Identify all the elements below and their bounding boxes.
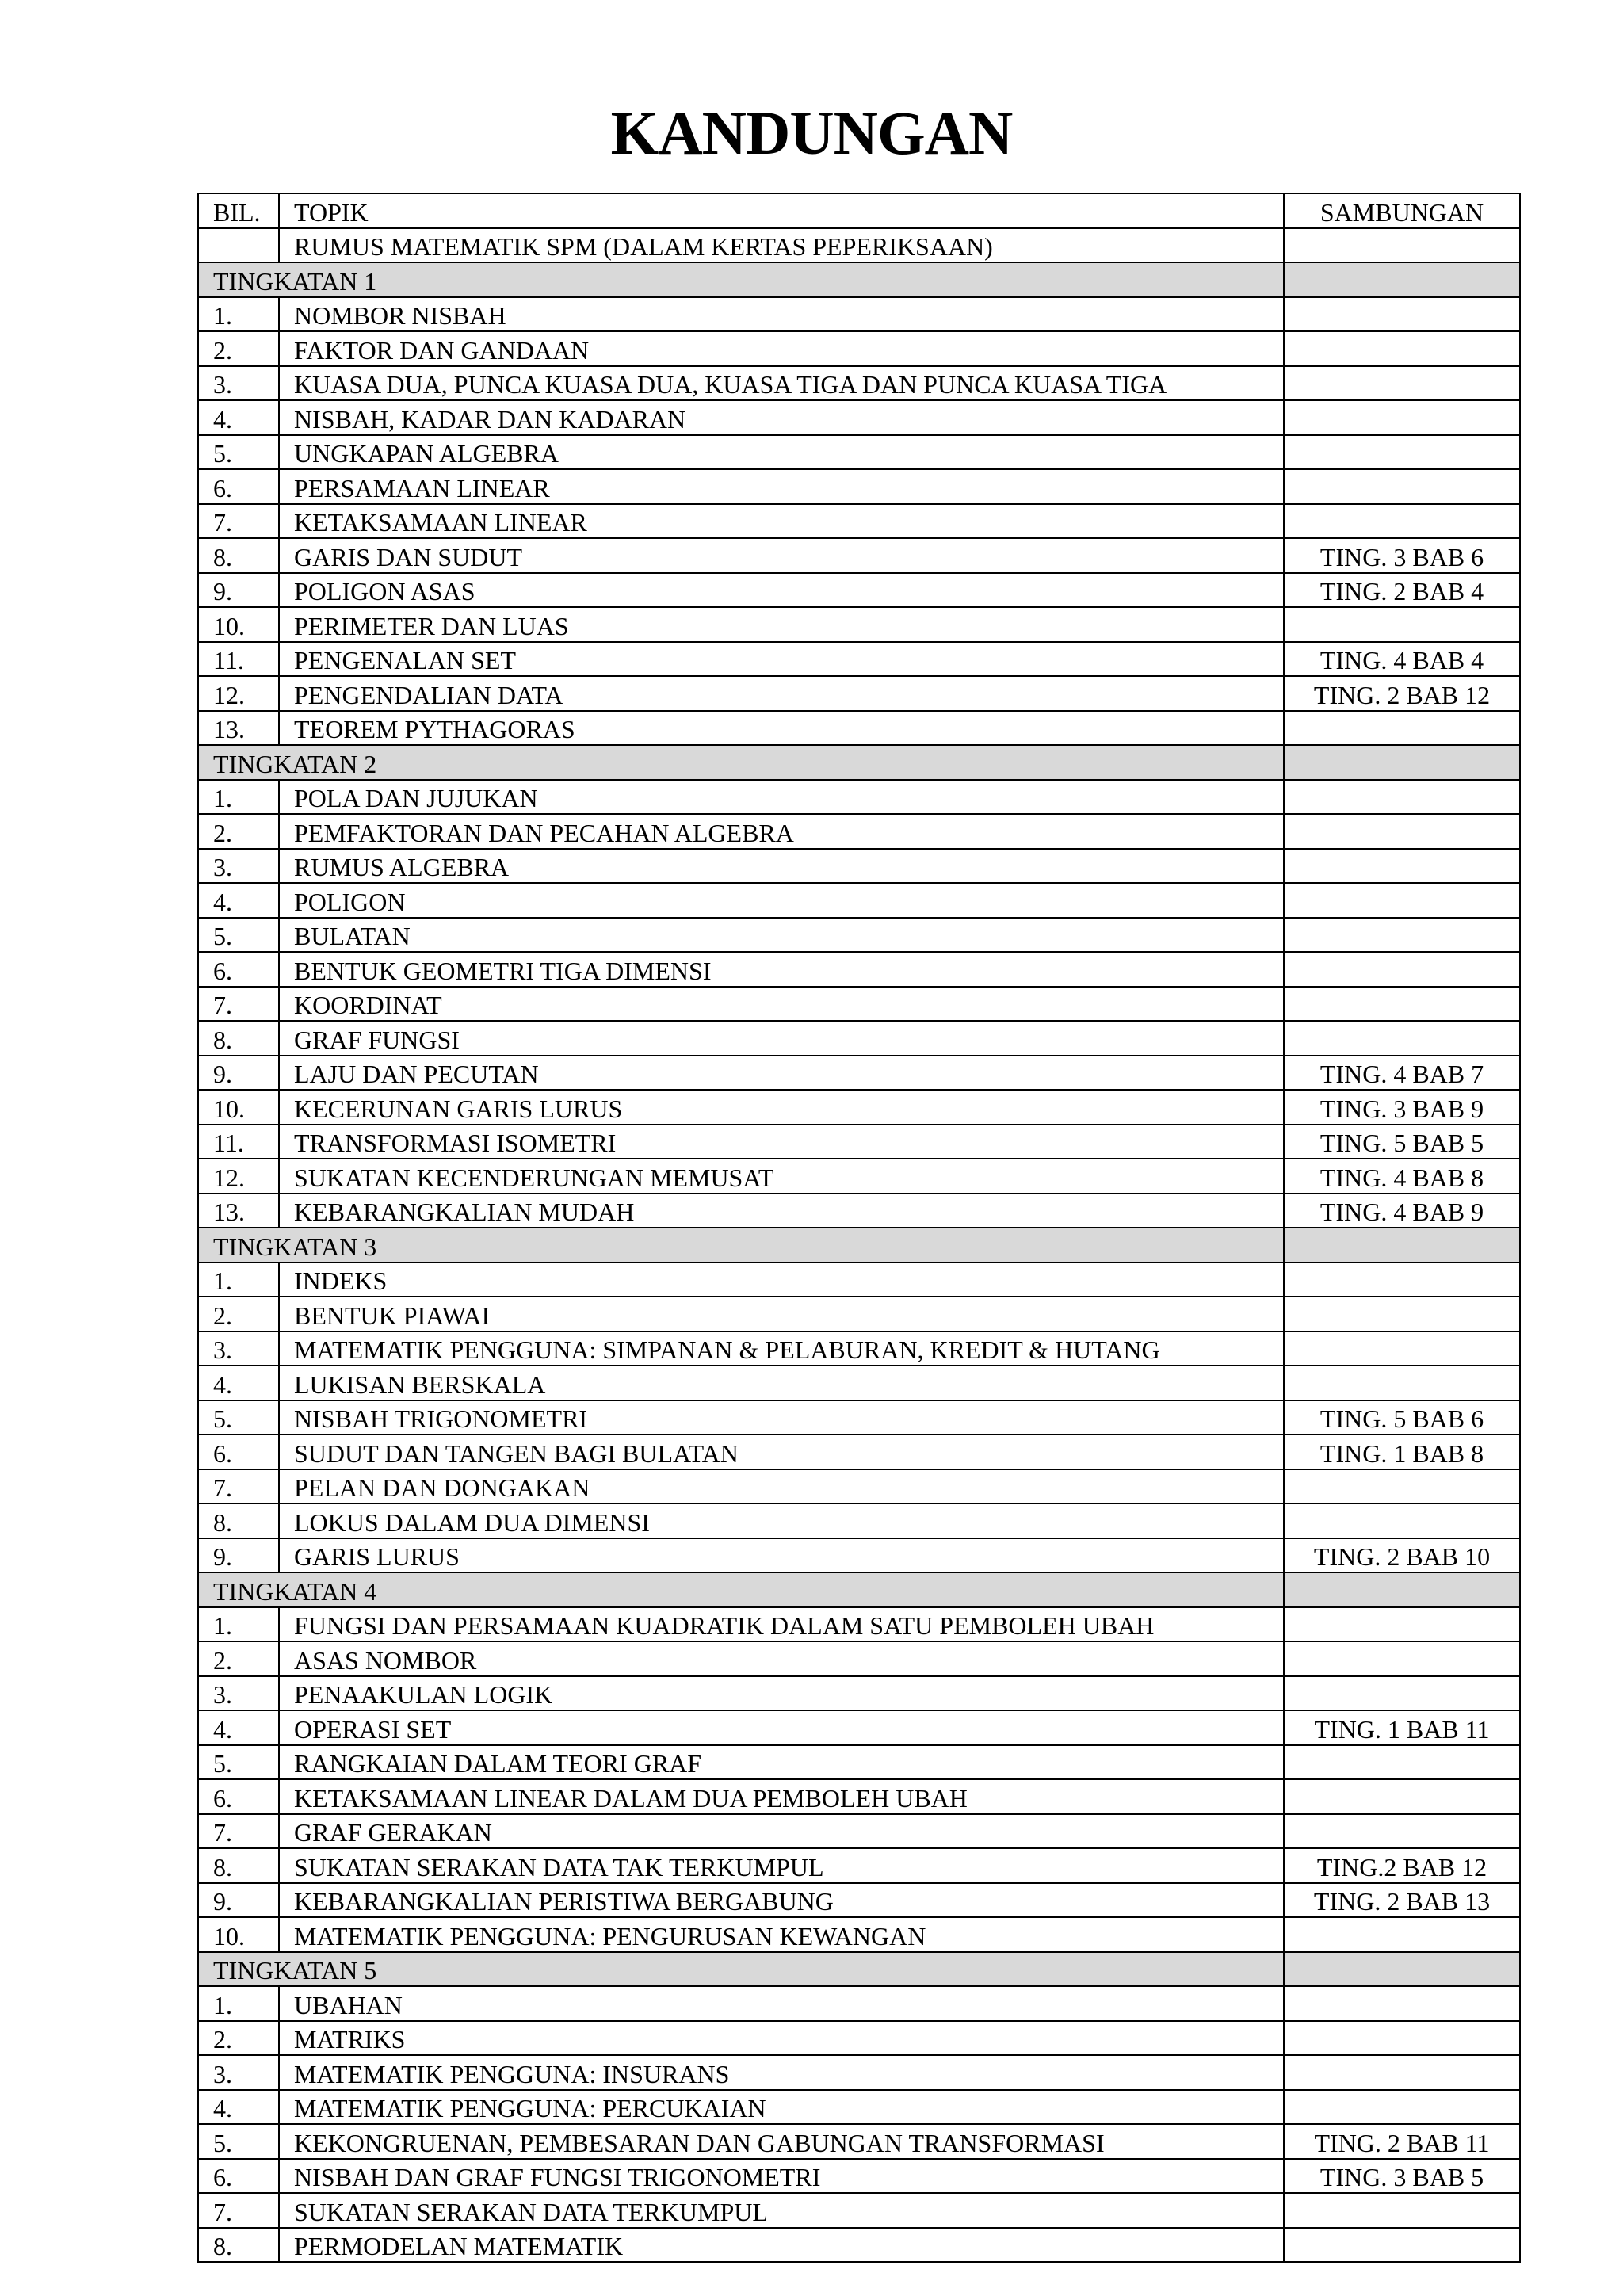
topik-cell: RUMUS ALGEBRA (279, 849, 1284, 884)
table-row (198, 1297, 1520, 1331)
table-row (198, 780, 1520, 815)
bil-cell: 13. (198, 711, 279, 746)
bil-cell: 10. (198, 607, 279, 642)
bil-cell: 4. (198, 883, 279, 918)
topik-cell: PENAAKULAN LOGIK (279, 1676, 1284, 1711)
topik-cell: KEBARANGKALIAN PERISTIWA BERGABUNG (279, 1883, 1284, 1918)
table-row (198, 883, 1520, 918)
bil-cell: 12. (198, 676, 279, 711)
bil-cell: 8. (198, 2228, 279, 2263)
header-topik: TOPIK (279, 193, 1284, 228)
bil-cell: 4. (198, 1710, 279, 1745)
sambungan-cell: TING. 1 BAB 11 (1284, 1710, 1520, 1745)
topik-cell: LOKUS DALAM DUA DIMENSI (279, 1503, 1284, 1538)
topik-cell: KETAKSAMAAN LINEAR DALAM DUA PEMBOLEH UBAH (279, 1779, 1284, 1814)
section-label: TINGKATAN 3 (198, 1228, 1284, 1263)
sambungan-cell (1284, 1331, 1520, 1366)
section-row (198, 1228, 1520, 1263)
topik-cell: RUMUS MATEMATIK SPM (DALAM KERTAS PEPERIKSAAN) (279, 228, 1284, 263)
sambungan-cell (1284, 2228, 1520, 2263)
sambungan-cell (1284, 331, 1520, 366)
bil-cell: 6. (198, 952, 279, 987)
bil-cell: 10. (198, 1917, 279, 1952)
topik-cell: MATRIKS (279, 2021, 1284, 2056)
topik-cell: LUKISAN BERSKALA (279, 1366, 1284, 1400)
bil-cell: 10. (198, 1090, 279, 1125)
bil-cell: 11. (198, 1125, 279, 1159)
topik-cell: POLA DAN JUJUKAN (279, 780, 1284, 815)
topik-cell: SUKATAN SERAKAN DATA TERKUMPUL (279, 2193, 1284, 2228)
topik-cell: SUKATAN SERAKAN DATA TAK TERKUMPUL (279, 1848, 1284, 1883)
topik-cell: SUKATAN KECENDERUNGAN MEMUSAT (279, 1159, 1284, 1194)
sambungan-cell (1284, 366, 1520, 401)
table-row (198, 1125, 1520, 1159)
table-row (198, 1056, 1520, 1091)
bil-cell: 5. (198, 435, 279, 470)
sambungan-cell (1284, 469, 1520, 504)
sambungan-cell: TING. 4 BAB 9 (1284, 1194, 1520, 1228)
bil-cell: 3. (198, 366, 279, 401)
sambungan-cell (1284, 1676, 1520, 1711)
table-row (198, 642, 1520, 677)
bil-cell: 7. (198, 987, 279, 1022)
sambungan-cell: TING. 3 BAB 5 (1284, 2159, 1520, 2194)
sambungan-cell (1284, 918, 1520, 953)
bil-cell: 6. (198, 469, 279, 504)
section-label: TINGKATAN 4 (198, 1572, 1284, 1607)
table-body (198, 228, 1520, 2263)
sambungan-cell (1284, 1641, 1520, 1676)
topik-cell: UBAHAN (279, 1986, 1284, 2021)
topik-cell: GRAF FUNGSI (279, 1021, 1284, 1056)
sambungan-cell (1284, 1263, 1520, 1297)
table-row (198, 1676, 1520, 1711)
bil-cell: 6. (198, 1779, 279, 1814)
table-row (198, 1194, 1520, 1228)
sambungan-cell (1284, 504, 1520, 539)
topik-cell: RANGKAIAN DALAM TEORI GRAF (279, 1745, 1284, 1780)
topik-cell: PENGENALAN SET (279, 642, 1284, 677)
table-row (198, 1263, 1520, 1297)
bil-cell: 3. (198, 1331, 279, 1366)
bil-cell: 6. (198, 2159, 279, 2194)
topik-cell: BULATAN (279, 918, 1284, 953)
sambungan-cell (1284, 1503, 1520, 1538)
topik-cell: BENTUK PIAWAI (279, 1297, 1284, 1331)
table-row (198, 331, 1520, 366)
table-row (198, 1641, 1520, 1676)
bil-cell: 2. (198, 814, 279, 849)
sambungan-cell (1284, 952, 1520, 987)
topik-cell: ASAS NOMBOR (279, 1641, 1284, 1676)
topik-cell: KECERUNAN GARIS LURUS (279, 1090, 1284, 1125)
bil-cell: 5. (198, 2124, 279, 2159)
sambungan-cell (1284, 987, 1520, 1022)
sambungan-cell (1284, 297, 1520, 332)
sambungan-cell (1284, 2021, 1520, 2056)
table-row (198, 228, 1520, 263)
sambungan-cell (1284, 607, 1520, 642)
table-row (198, 1366, 1520, 1400)
bil-cell: 13. (198, 1194, 279, 1228)
topik-cell: GRAF GERAKAN (279, 1814, 1284, 1849)
section-sambungan-cell (1284, 262, 1520, 297)
bil-cell (198, 228, 279, 263)
topik-cell: PERSAMAAN LINEAR (279, 469, 1284, 504)
topik-cell: KEBARANGKALIAN MUDAH (279, 1194, 1284, 1228)
bil-cell: 2. (198, 2021, 279, 2056)
topik-cell: UNGKAPAN ALGEBRA (279, 435, 1284, 470)
bil-cell: 1. (198, 1263, 279, 1297)
bil-cell: 2. (198, 1297, 279, 1331)
table-row (198, 676, 1520, 711)
section-sambungan-cell (1284, 1952, 1520, 1987)
table-row (198, 1469, 1520, 1504)
sambungan-cell (1284, 2193, 1520, 2228)
table-row (198, 1538, 1520, 1573)
table-row (198, 987, 1520, 1022)
table-row (198, 952, 1520, 987)
table-row (198, 1435, 1520, 1469)
topik-cell: KOORDINAT (279, 987, 1284, 1022)
sambungan-cell (1284, 780, 1520, 815)
bil-cell: 9. (198, 1056, 279, 1091)
bil-cell: 1. (198, 780, 279, 815)
topik-cell: PERMODELAN MATEMATIK (279, 2228, 1284, 2263)
table-row (198, 469, 1520, 504)
topik-cell: LAJU DAN PECUTAN (279, 1056, 1284, 1091)
sambungan-cell: TING. 4 BAB 4 (1284, 642, 1520, 677)
sambungan-cell (1284, 883, 1520, 918)
bil-cell: 9. (198, 1538, 279, 1573)
topik-cell: NISBAH DAN GRAF FUNGSI TRIGONOMETRI (279, 2159, 1284, 2194)
sambungan-cell: TING. 5 BAB 5 (1284, 1125, 1520, 1159)
table-row (198, 1986, 1520, 2021)
topik-cell: MATEMATIK PENGGUNA: PENGURUSAN KEWANGAN (279, 1917, 1284, 1952)
bil-cell: 4. (198, 400, 279, 435)
table-row (198, 2055, 1520, 2090)
table-row (198, 1090, 1520, 1125)
section-row (198, 1952, 1520, 1987)
topik-cell: GARIS DAN SUDUT (279, 538, 1284, 573)
sambungan-cell (1284, 435, 1520, 470)
sambungan-cell (1284, 711, 1520, 746)
bil-cell: 7. (198, 2193, 279, 2228)
table-row (198, 504, 1520, 539)
table-row (198, 538, 1520, 573)
sambungan-cell (1284, 228, 1520, 263)
sambungan-cell: TING. 1 BAB 8 (1284, 1435, 1520, 1469)
topik-cell: GARIS LURUS (279, 1538, 1284, 1573)
bil-cell: 6. (198, 1435, 279, 1469)
topik-cell: TEOREM PYTHAGORAS (279, 711, 1284, 746)
topik-cell: MATEMATIK PENGGUNA: PERCUKAIAN (279, 2090, 1284, 2125)
page-title: KANDUNGAN (610, 98, 1013, 167)
sambungan-cell (1284, 1745, 1520, 1780)
section-label: TINGKATAN 2 (198, 745, 1284, 780)
table-row (198, 1607, 1520, 1642)
topik-cell: PENGENDALIAN DATA (279, 676, 1284, 711)
topik-cell: FAKTOR DAN GANDAAN (279, 331, 1284, 366)
bil-cell: 7. (198, 1814, 279, 1849)
table-row (198, 1883, 1520, 1918)
bil-cell: 3. (198, 849, 279, 884)
section-label: TINGKATAN 1 (198, 262, 1284, 297)
sambungan-cell (1284, 1297, 1520, 1331)
sambungan-cell: TING. 2 BAB 4 (1284, 573, 1520, 608)
sambungan-cell (1284, 1021, 1520, 1056)
table-row (198, 1710, 1520, 1745)
table-row (198, 573, 1520, 608)
table-row (198, 435, 1520, 470)
sambungan-cell (1284, 2055, 1520, 2090)
section-row (198, 745, 1520, 780)
bil-cell: 8. (198, 538, 279, 573)
sambungan-cell: TING. 3 BAB 6 (1284, 538, 1520, 573)
topik-cell: NISBAH, KADAR DAN KADARAN (279, 400, 1284, 435)
table-row (198, 711, 1520, 746)
topik-cell: BENTUK GEOMETRI TIGA DIMENSI (279, 952, 1284, 987)
bil-cell: 12. (198, 1159, 279, 1194)
sambungan-cell (1284, 400, 1520, 435)
section-sambungan-cell (1284, 1572, 1520, 1607)
section-row (198, 262, 1520, 297)
header-bil: BIL. (198, 193, 279, 228)
table-row (198, 1331, 1520, 1366)
topik-cell: NOMBOR NISBAH (279, 297, 1284, 332)
bil-cell: 1. (198, 1607, 279, 1642)
sambungan-cell (1284, 1779, 1520, 1814)
sambungan-cell (1284, 1366, 1520, 1400)
topik-cell: MATEMATIK PENGGUNA: SIMPANAN & PELABURAN, KREDIT & HUTANG (279, 1331, 1284, 1366)
sambungan-cell (1284, 849, 1520, 884)
table-row (198, 1848, 1520, 1883)
sambungan-cell: TING. 2 BAB 11 (1284, 2124, 1520, 2159)
table-row (198, 1021, 1520, 1056)
table-row (198, 2124, 1520, 2159)
table-row (198, 1917, 1520, 1952)
table-row (198, 2193, 1520, 2228)
sambungan-cell (1284, 1986, 1520, 2021)
bil-cell: 5. (198, 1745, 279, 1780)
table-row (198, 2228, 1520, 2263)
bil-cell: 1. (198, 297, 279, 332)
table-row (198, 607, 1520, 642)
table-row (198, 918, 1520, 953)
topik-cell: FUNGSI DAN PERSAMAAN KUADRATIK DALAM SATU PEMBOLEH UBAH (279, 1607, 1284, 1642)
bil-cell: 2. (198, 331, 279, 366)
table-header-row (198, 193, 1520, 228)
sambungan-cell: TING.2 BAB 12 (1284, 1848, 1520, 1883)
bil-cell: 11. (198, 642, 279, 677)
table-row (198, 2159, 1520, 2194)
table-row (198, 1745, 1520, 1780)
bil-cell: 7. (198, 1469, 279, 1504)
sambungan-cell: TING. 2 BAB 10 (1284, 1538, 1520, 1573)
bil-cell: 9. (198, 573, 279, 608)
table-row (198, 814, 1520, 849)
bil-cell: 8. (198, 1848, 279, 1883)
topik-cell: PELAN DAN DONGAKAN (279, 1469, 1284, 1504)
section-sambungan-cell (1284, 745, 1520, 780)
topik-cell: NISBAH TRIGONOMETRI (279, 1400, 1284, 1435)
table-row (198, 849, 1520, 884)
contents-table (197, 193, 1521, 2263)
topik-cell: PERIMETER DAN LUAS (279, 607, 1284, 642)
bil-cell: 8. (198, 1021, 279, 1056)
topik-cell: POLIGON ASAS (279, 573, 1284, 608)
sambungan-cell: TING. 4 BAB 8 (1284, 1159, 1520, 1194)
sambungan-cell: TING. 4 BAB 7 (1284, 1056, 1520, 1091)
sambungan-cell (1284, 1607, 1520, 1642)
header-sambungan: SAMBUNGAN (1284, 193, 1520, 228)
table-row (198, 2090, 1520, 2125)
bil-cell: 1. (198, 1986, 279, 2021)
table-row (198, 1503, 1520, 1538)
table-row (198, 366, 1520, 401)
table-row (198, 1400, 1520, 1435)
sambungan-cell (1284, 1917, 1520, 1952)
bil-cell: 4. (198, 1366, 279, 1400)
topik-cell: SUDUT DAN TANGEN BAGI BULATAN (279, 1435, 1284, 1469)
topik-cell: KUASA DUA, PUNCA KUASA DUA, KUASA TIGA DAN PUNCA KUASA TIGA (279, 366, 1284, 401)
table-row (198, 1159, 1520, 1194)
bil-cell: 3. (198, 1676, 279, 1711)
sambungan-cell: TING. 2 BAB 13 (1284, 1883, 1520, 1918)
table-row (198, 297, 1520, 332)
bil-cell: 5. (198, 1400, 279, 1435)
topik-cell: KEKONGRUENAN, PEMBESARAN DAN GABUNGAN TRANSFORMASI (279, 2124, 1284, 2159)
topik-cell: OPERASI SET (279, 1710, 1284, 1745)
sambungan-cell: TING. 3 BAB 9 (1284, 1090, 1520, 1125)
bil-cell: 2. (198, 1641, 279, 1676)
sambungan-cell (1284, 814, 1520, 849)
topik-cell: KETAKSAMAAN LINEAR (279, 504, 1284, 539)
topik-cell: MATEMATIK PENGGUNA: INSURANS (279, 2055, 1284, 2090)
bil-cell: 9. (198, 1883, 279, 1918)
bil-cell: 7. (198, 504, 279, 539)
section-sambungan-cell (1284, 1228, 1520, 1263)
section-row (198, 1572, 1520, 1607)
sambungan-cell: TING. 5 BAB 6 (1284, 1400, 1520, 1435)
table-row (198, 400, 1520, 435)
topik-cell: POLIGON (279, 883, 1284, 918)
bil-cell: 3. (198, 2055, 279, 2090)
table-row (198, 1779, 1520, 1814)
sambungan-cell (1284, 1469, 1520, 1504)
sambungan-cell (1284, 1814, 1520, 1849)
topik-cell: INDEKS (279, 1263, 1284, 1297)
bil-cell: 5. (198, 918, 279, 953)
topik-cell: PEMFAKTORAN DAN PECAHAN ALGEBRA (279, 814, 1284, 849)
table-row (198, 2021, 1520, 2056)
bil-cell: 4. (198, 2090, 279, 2125)
bil-cell: 8. (198, 1503, 279, 1538)
sambungan-cell (1284, 2090, 1520, 2125)
table-row (198, 1814, 1520, 1849)
sambungan-cell: TING. 2 BAB 12 (1284, 676, 1520, 711)
section-label: TINGKATAN 5 (198, 1952, 1284, 1987)
topik-cell: TRANSFORMASI ISOMETRI (279, 1125, 1284, 1159)
